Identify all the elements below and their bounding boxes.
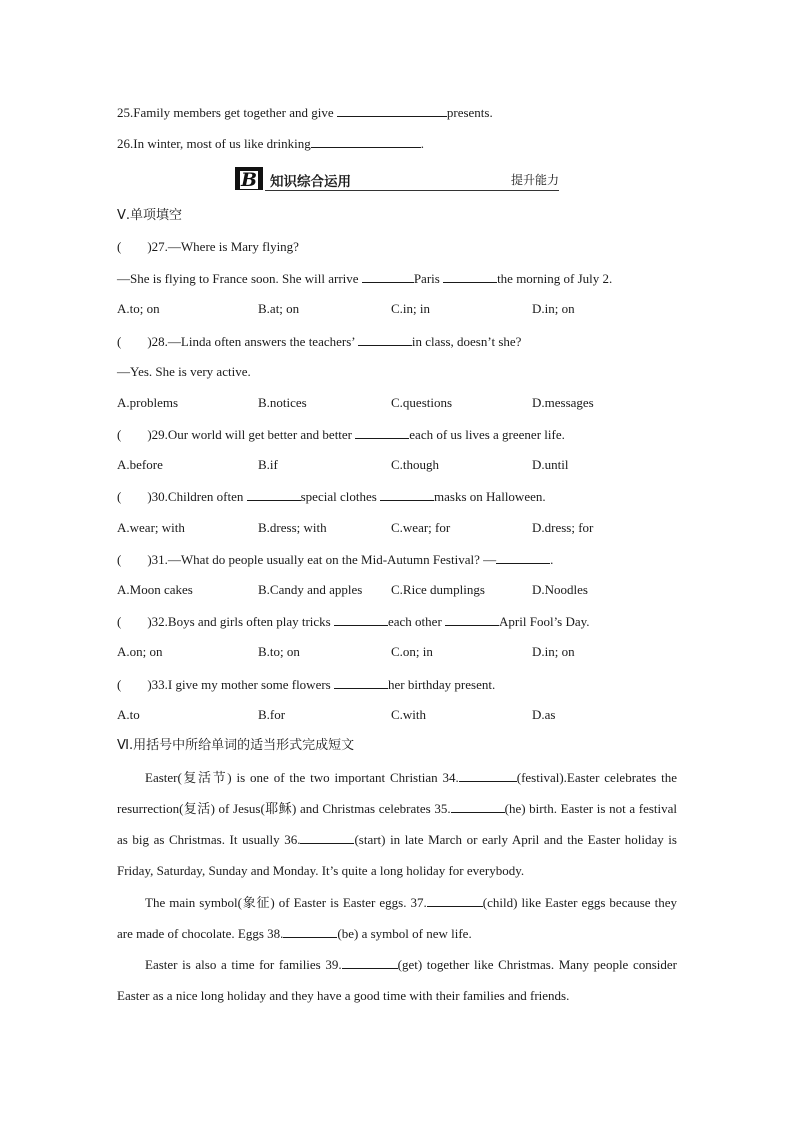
q30-stem: ( )30.Children often special clothes masks on Halloween. (117, 489, 546, 504)
answer-blank[interactable] (337, 104, 447, 117)
banner-subtitle: 提升能力 (510, 173, 559, 187)
q32-option-d[interactable]: D.in; on (532, 644, 575, 659)
q31-option-b[interactable]: B.Candy and apples (258, 582, 363, 597)
banner-divider (265, 190, 559, 191)
q29-option-c[interactable]: C.though (391, 457, 440, 472)
answer-blank[interactable] (311, 135, 421, 148)
q32-option-b[interactable]: B.to; on (258, 644, 300, 659)
q30-option-d[interactable]: D.dress; for (532, 520, 594, 535)
answer-blank[interactable] (496, 551, 550, 564)
q27-option-b[interactable]: B.at; on (258, 301, 300, 316)
q32-stem: ( )32.Boys and girls often play tricks each other April Fool’s Day. (117, 614, 590, 629)
b-logo-icon: B (235, 167, 263, 190)
answer-blank[interactable] (358, 333, 412, 346)
section-6-title: Ⅵ.用括号中所给单词的适当形式完成短文 (117, 738, 355, 753)
question-26 (117, 135, 424, 152)
q27-line2: —She is flying to France soon. She will arrive Paris the morning of July 2. (117, 271, 613, 286)
q31-option-a[interactable]: A.Moon cakes (117, 582, 193, 597)
q27-option-c[interactable]: C.in; in (391, 301, 431, 316)
q30-option-c[interactable]: C.wear; for (391, 520, 451, 535)
answer-blank[interactable] (300, 831, 354, 844)
answer-blank[interactable] (451, 800, 505, 813)
q32-option-c[interactable]: C.on; in (391, 644, 433, 659)
q33-stem: ( )33.I give my mother some flowers her birthday present. (117, 677, 496, 692)
answer-blank[interactable] (443, 270, 497, 283)
q33-option-c[interactable]: C.with (391, 707, 427, 722)
q26-prefix: 26.In winter, most of us like drinking (117, 136, 311, 151)
answer-blank[interactable] (445, 613, 499, 626)
q31-stem: ( )31.—What do people usually eat on the Mid-Autumn Festival? — . (117, 552, 554, 567)
passage-paragraph-2: The main symbol(象征) of Easter is Easter eggs. 37. (child) like Easter eggs because they are made of chocolate. Eggs 38. (be) a symbol of new life. (117, 895, 678, 941)
q29-option-b[interactable]: B.if (258, 457, 278, 472)
passage-paragraph-1: Easter(复活节) is one of the two important Christian 34. (festival).Easter celebrates the resurrection(复活) of Jesus(耶稣) and Christmas celebrates 35. (he) birth. Easter is not a festival as big as Christmas. It usually 36. (start) in late March or early April and the Easter holiday is Friday, Saturday, Sunday and Monday. It’s quite a long holiday for everybody. (117, 770, 677, 878)
q27-stem: ( )27.—Where is Mary flying? (117, 239, 299, 254)
answer-blank[interactable] (283, 925, 337, 938)
section-5-title: Ⅴ.单项填空 (117, 208, 183, 223)
q30-option-a[interactable]: A.wear; with (117, 520, 185, 535)
q28-option-c[interactable]: C.questions (391, 395, 453, 410)
q28-option-d[interactable]: D.messages (532, 395, 594, 410)
banner-title: 知识综合运用 (270, 174, 351, 190)
q26-suffix: . (420, 136, 424, 151)
answer-blank[interactable] (380, 488, 434, 501)
answer-blank[interactable] (247, 488, 301, 501)
q25-suffix: presents. (446, 105, 493, 120)
answer-blank[interactable] (334, 676, 388, 689)
q27-option-a[interactable]: A.to; on (117, 301, 160, 316)
q29-option-d[interactable]: D.until (532, 457, 569, 472)
q29-stem: ( )29.Our world will get better and better each of us lives a greener life. (117, 427, 565, 442)
q31-option-c[interactable]: C.Rice dumplings (391, 582, 485, 597)
passage-paragraph-3: Easter is also a time for families 39. (get) together like Christmas. Many people consider Easter as a nice long holiday and they have a good time with their families and friends. (117, 957, 677, 1003)
q30-option-b[interactable]: B.dress; with (258, 520, 327, 535)
q33-option-a[interactable]: A.to (117, 707, 140, 722)
answer-blank[interactable] (334, 613, 388, 626)
q33-option-d[interactable]: D.as (532, 707, 556, 722)
q31-option-d[interactable]: D.Noodles (532, 582, 588, 597)
question-25 (117, 104, 493, 121)
q33-option-b[interactable]: B.for (258, 707, 286, 722)
q25-prefix: 25.Family members get together and give (117, 105, 337, 120)
answer-blank[interactable] (355, 426, 409, 439)
answer-blank[interactable] (342, 956, 398, 969)
q28-stem: ( )28.—Linda often answers the teachers’ in class, doesn’t she? (117, 334, 522, 349)
q28-option-b[interactable]: B.notices (258, 395, 307, 410)
answer-blank[interactable] (362, 270, 414, 283)
answer-blank[interactable] (427, 894, 483, 907)
q32-option-a[interactable]: A.on; on (117, 644, 163, 659)
answer-blank[interactable] (459, 769, 517, 782)
q28-option-a[interactable]: A.problems (117, 395, 179, 410)
q27-option-d[interactable]: D.in; on (532, 301, 575, 316)
q29-option-a[interactable]: A.before (117, 457, 163, 472)
section-banner (235, 166, 559, 192)
q28-line2: —Yes. She is very active. (117, 364, 251, 379)
